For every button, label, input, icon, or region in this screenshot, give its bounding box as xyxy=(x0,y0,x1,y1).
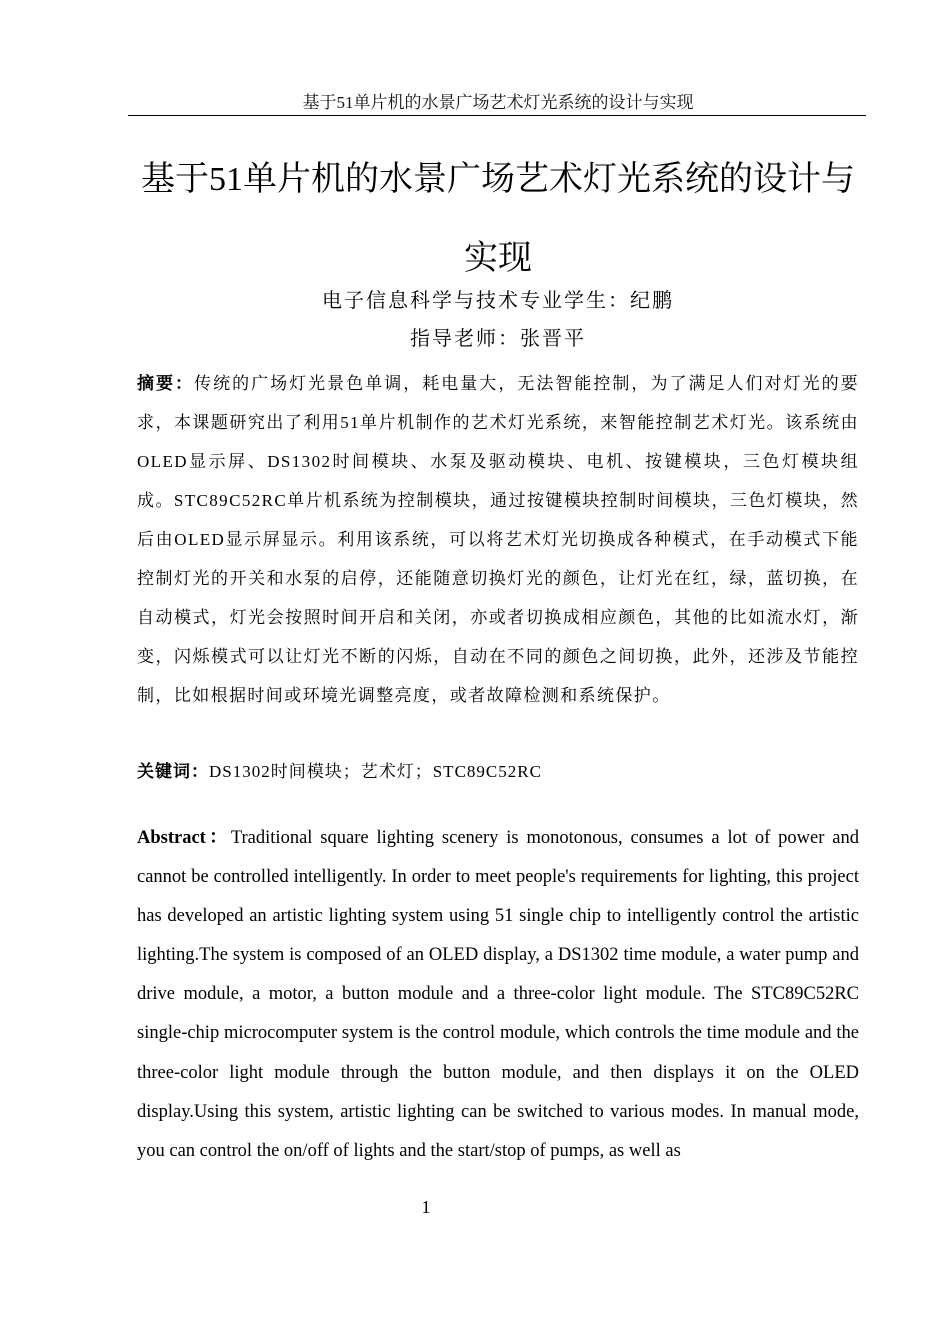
chinese-abstract xyxy=(137,364,859,715)
advisor-line: 指导老师：张晋平 xyxy=(410,328,586,350)
keywords-text: DS1302时间模块；艺术灯；STC89C52RC xyxy=(209,762,542,781)
page-number: 1 xyxy=(421,1197,431,1217)
running-header: 基于51单片机的水景广场艺术灯光系统的设计与实现 xyxy=(302,93,694,112)
chinese-abstract-label: 摘要： xyxy=(137,374,195,393)
keywords xyxy=(137,752,859,791)
english-abstract-text: Traditional square lighting scenery is monotonous, consumes a lot of power and cannot be controlled intelligently. In order to meet people's requirements for lighting, this project has developed an artistic lighting system using 51 single chip to intelligently control the artistic lighting.The system is composed of an OLED display, a DS1302 time module, a water pump and drive module, a motor, a button module and a three-color light module. The STC89C52RC single-chip microcomputer system is the control module, which controls the time module and the three-color light module through the button module, and then displays it on the OLED display.Using this system, artistic lighting can be switched to various modes. In manual mode, you can control the on/off of lights and the start/stop of pumps, as well as xyxy=(137,828,859,1161)
english-abstract-label: Abstract： xyxy=(137,828,231,848)
paper-title: 基于51单片机的水景广场艺术灯光系统的设计与实现 xyxy=(141,161,855,277)
english-abstract xyxy=(137,819,859,1171)
chinese-abstract-text: 传统的广场灯光景色单调，耗电量大，无法智能控制，为了满足人们对灯光的要求，本课题研究出了利用51单片机制作的艺术灯光系统，来智能控制艺术灯光。该系统由OLED显示屏、DS1302时间模块、水泵及驱动模块、电机、按键模块，三色灯模块组成。STC89C52RC单片机系统为控制模块，通过按键模块控制时间模块，三色灯模块，然后由OLED显示屏显示。利用该系统，可以将艺术灯光切换成各种模式，在手动模式下能控制灯光的开关和水泵的启停，还能随意切换灯光的颜色，让灯光在红，绿，蓝切换，在自动模式，灯光会按照时间开启和关闭，亦或者切换成相应颜色，其他的比如流水灯，渐变，闪烁模式可以让灯光不断的闪烁，自动在不同的颜色之间切换，此外，还涉及节能控制，比如根据时间或环境光调整亮度，或者故障检测和系统保护。 xyxy=(137,374,860,705)
header-rule xyxy=(128,115,866,116)
keywords-label: 关键词： xyxy=(137,762,209,781)
author-line: 电子信息科学与技术专业学生：纪鹏 xyxy=(322,290,674,312)
